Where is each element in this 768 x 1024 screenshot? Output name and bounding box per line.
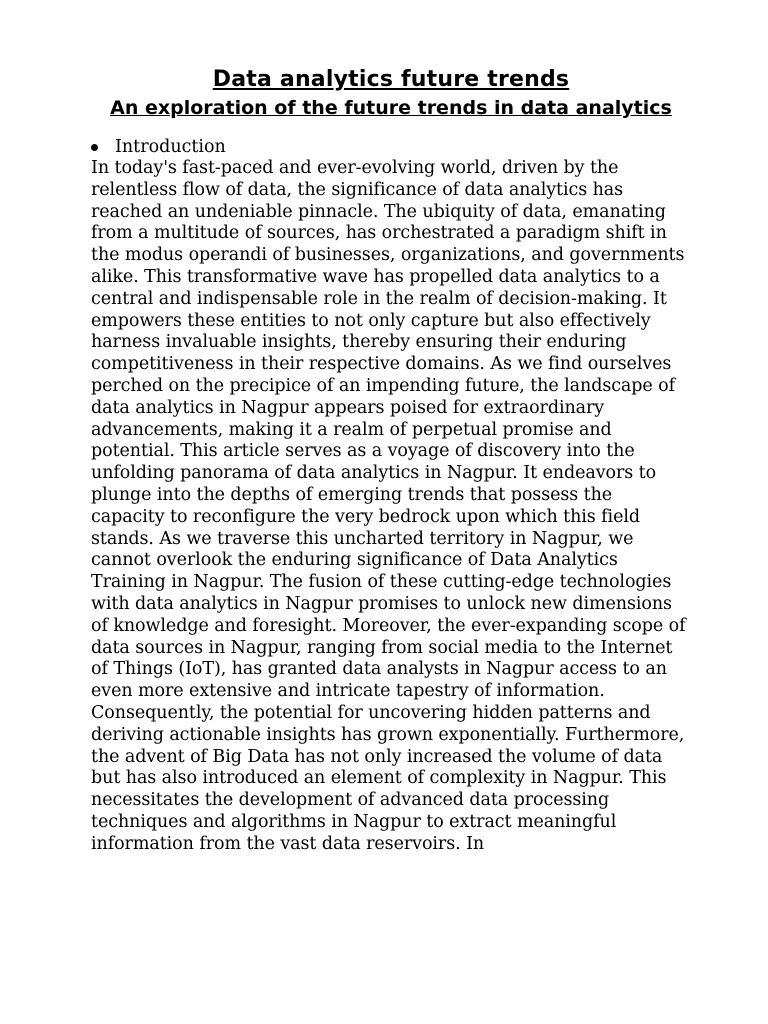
bullet-label-introduction: Introduction	[115, 137, 226, 157]
body-paragraph: In today's fast-paced and ever-evolving world, driven by the relentless flow of data, the significance of data analytics has reached an undeniable pinnacle. The ubiquity of data, emanating from a multitude of sources, has orchestrated a paradigm shift in the modus operandi of businesses, organizations, and governments alike. This transformative wave has propelled data analytics to a central and indispensable role in the realm of decision-making. It empowers these entities to not only capture but also effectively harness invaluable insights, thereby ensuring their enduring competitiveness in their respective domains. As we find ourselves perched on the precipice of an impending future, the landscape of data analytics in Nagpur appears poised for extraordinary advancements, making it a realm of perpetual promise and potential. This article serves as a voyage of discovery into the unfolding panorama of data analytics in Nagpur. It endeavors to plunge into the depths of emerging trends that possess the capacity to reconfigure the very bedrock upon which this field stands. As we traverse this uncharted territory in Nagpur, we cannot overlook the enduring significance of Data Analytics Training in Nagpur. The fusion of these cutting-edge technologies with data analytics in Nagpur promises to unlock new dimensions of knowledge and foresight. Moreover, the ever-expanding scope of data sources in Nagpur, ranging from social media to the Internet of Things (IoT), has granted data analysts in Nagpur access to an even more extensive and intricate tapestry of information. Consequently, the potential for uncovering hidden patterns and deriving actionable insights has grown exponentially. Furthermore, the advent of Big Data has not only increased the volume of data but has also introduced an element of complexity in Nagpur. This necessitates the development of advanced data processing techniques and algorithms in Nagpur to extract meaningful information from the vast data reservoirs. In	[91, 158, 686, 854]
list-item	[91, 136, 691, 158]
document-subtitle: An exploration of the future trends in data analytics	[110, 97, 672, 119]
bullet-icon	[91, 144, 98, 151]
document-page	[91, 64, 691, 856]
bullet-list	[91, 136, 691, 158]
document-title: Data analytics future trends	[212, 67, 570, 92]
